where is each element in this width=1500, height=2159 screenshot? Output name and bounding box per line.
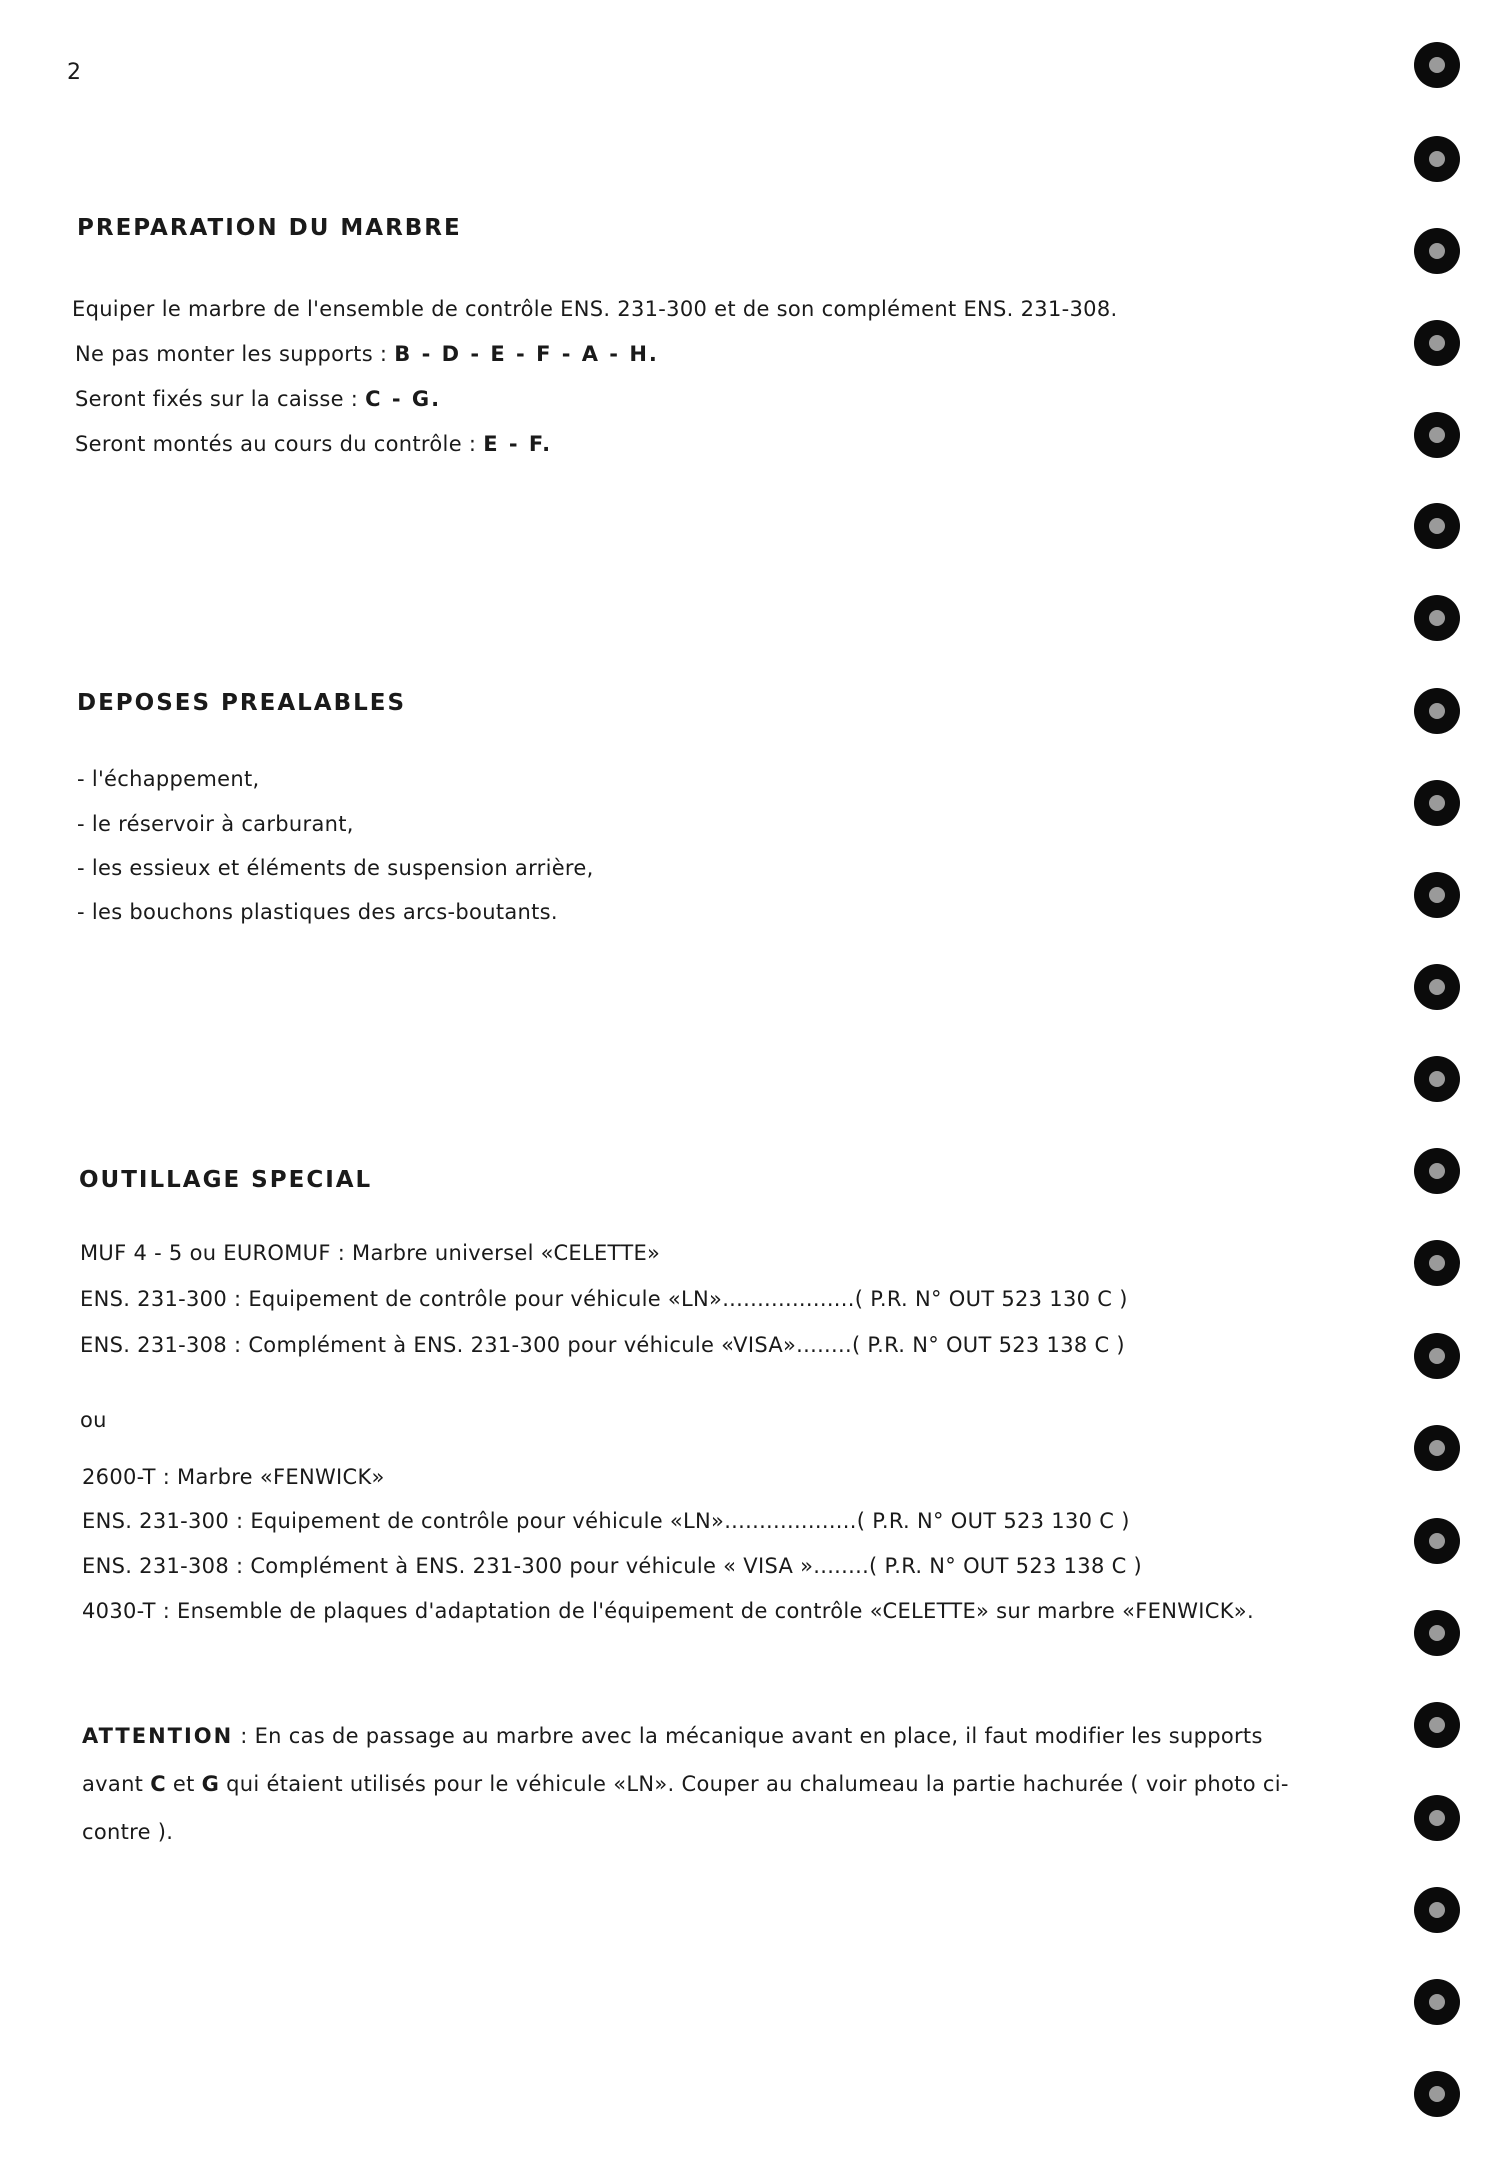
attention-support-g: G xyxy=(201,1772,220,1796)
outillage-line: 4030-T : Ensemble de plaques d'adaptation de l'équipement de contrôle «CELETTE» sur marbre «FENWICK». xyxy=(82,1599,1254,1623)
section-title-deposes: DEPOSES PREALABLES xyxy=(77,690,407,716)
binder-holes xyxy=(1414,0,1474,2159)
punch-hole-icon xyxy=(1414,1887,1460,1933)
punch-hole-icon xyxy=(1414,688,1460,734)
attention-text: et xyxy=(165,1772,202,1796)
preparation-line-4-supports: E - F. xyxy=(483,432,553,456)
punch-hole-icon xyxy=(1414,1702,1460,1748)
punch-hole-icon xyxy=(1414,503,1460,549)
deposes-item: - le réservoir à carburant, xyxy=(77,812,354,836)
punch-hole-icon xyxy=(1414,1425,1460,1471)
preparation-line-2 xyxy=(75,342,659,366)
page-number: 2 xyxy=(67,60,81,85)
attention-support-c: C xyxy=(150,1772,166,1796)
punch-hole-icon xyxy=(1414,1333,1460,1379)
punch-hole-icon xyxy=(1414,1795,1460,1841)
punch-hole-icon xyxy=(1414,595,1460,641)
punch-hole-icon xyxy=(1414,780,1460,826)
preparation-line-3-text: Seront fixés sur la caisse : xyxy=(75,387,366,411)
attention-paragraph xyxy=(82,1712,1322,1856)
punch-hole-icon xyxy=(1414,42,1460,88)
punch-hole-icon xyxy=(1414,1979,1460,2025)
punch-hole-icon xyxy=(1414,228,1460,274)
deposes-item: - l'échappement, xyxy=(77,767,260,791)
punch-hole-icon xyxy=(1414,2071,1460,2117)
punch-hole-icon xyxy=(1414,1610,1460,1656)
deposes-item: - les essieux et éléments de suspension arrière, xyxy=(77,856,594,880)
section-title-outillage: OUTILLAGE SPECIAL xyxy=(79,1167,373,1193)
punch-hole-icon xyxy=(1414,320,1460,366)
outillage-line: ENS. 231-300 : Equipement de contrôle pour véhicule «LN»...................( P.R. N° OUT 523 130 C ) xyxy=(82,1509,1130,1533)
attention-text: qui étaient utilisés pour le véhicule «LN». Couper au chalumeau la partie hachurée ( voir photo ci-contre ). xyxy=(82,1772,1289,1844)
outillage-line: MUF 4 - 5 ou EUROMUF : Marbre universel «CELETTE» xyxy=(80,1241,661,1265)
outillage-line: ENS. 231-308 : Complément à ENS. 231-300 pour véhicule «VISA»........( P.R. N° OUT 523 138 C ) xyxy=(80,1333,1125,1357)
preparation-line-3-supports: C - G. xyxy=(365,387,442,411)
attention-label: ATTENTION xyxy=(82,1724,234,1748)
preparation-line-1: Equiper le marbre de l'ensemble de contrôle ENS. 231-300 et de son complément ENS. 231-308. xyxy=(72,297,1118,321)
punch-hole-icon xyxy=(1414,412,1460,458)
preparation-line-4-text: Seront montés au cours du contrôle : xyxy=(75,432,484,456)
preparation-line-4 xyxy=(75,432,552,456)
punch-hole-icon xyxy=(1414,1056,1460,1102)
punch-hole-icon xyxy=(1414,872,1460,918)
attention-text: : En cas de passage au marbre avec la mécanique avant en place, il faut modifier les supports avant xyxy=(82,1724,1263,1796)
outillage-line: ENS. 231-308 : Complément à ENS. 231-300 pour véhicule « VISA »........( P.R. N° OUT 523 138 C ) xyxy=(82,1554,1143,1578)
punch-hole-icon xyxy=(1414,1148,1460,1194)
outillage-line: 2600-T : Marbre «FENWICK» xyxy=(82,1465,385,1489)
preparation-line-2-supports: B - D - E - F - A - H. xyxy=(394,342,659,366)
punch-hole-icon xyxy=(1414,1518,1460,1564)
punch-hole-icon xyxy=(1414,964,1460,1010)
punch-hole-icon xyxy=(1414,1240,1460,1286)
outillage-line: ou xyxy=(80,1408,107,1432)
preparation-line-3 xyxy=(75,387,441,411)
outillage-line: ENS. 231-300 : Equipement de contrôle pour véhicule «LN»...................( P.R. N° OUT 523 130 C ) xyxy=(80,1287,1128,1311)
deposes-item: - les bouchons plastiques des arcs-boutants. xyxy=(77,900,558,924)
preparation-line-2-text: Ne pas monter les supports : xyxy=(75,342,395,366)
section-title-preparation: PREPARATION DU MARBRE xyxy=(77,215,462,241)
punch-hole-icon xyxy=(1414,136,1460,182)
